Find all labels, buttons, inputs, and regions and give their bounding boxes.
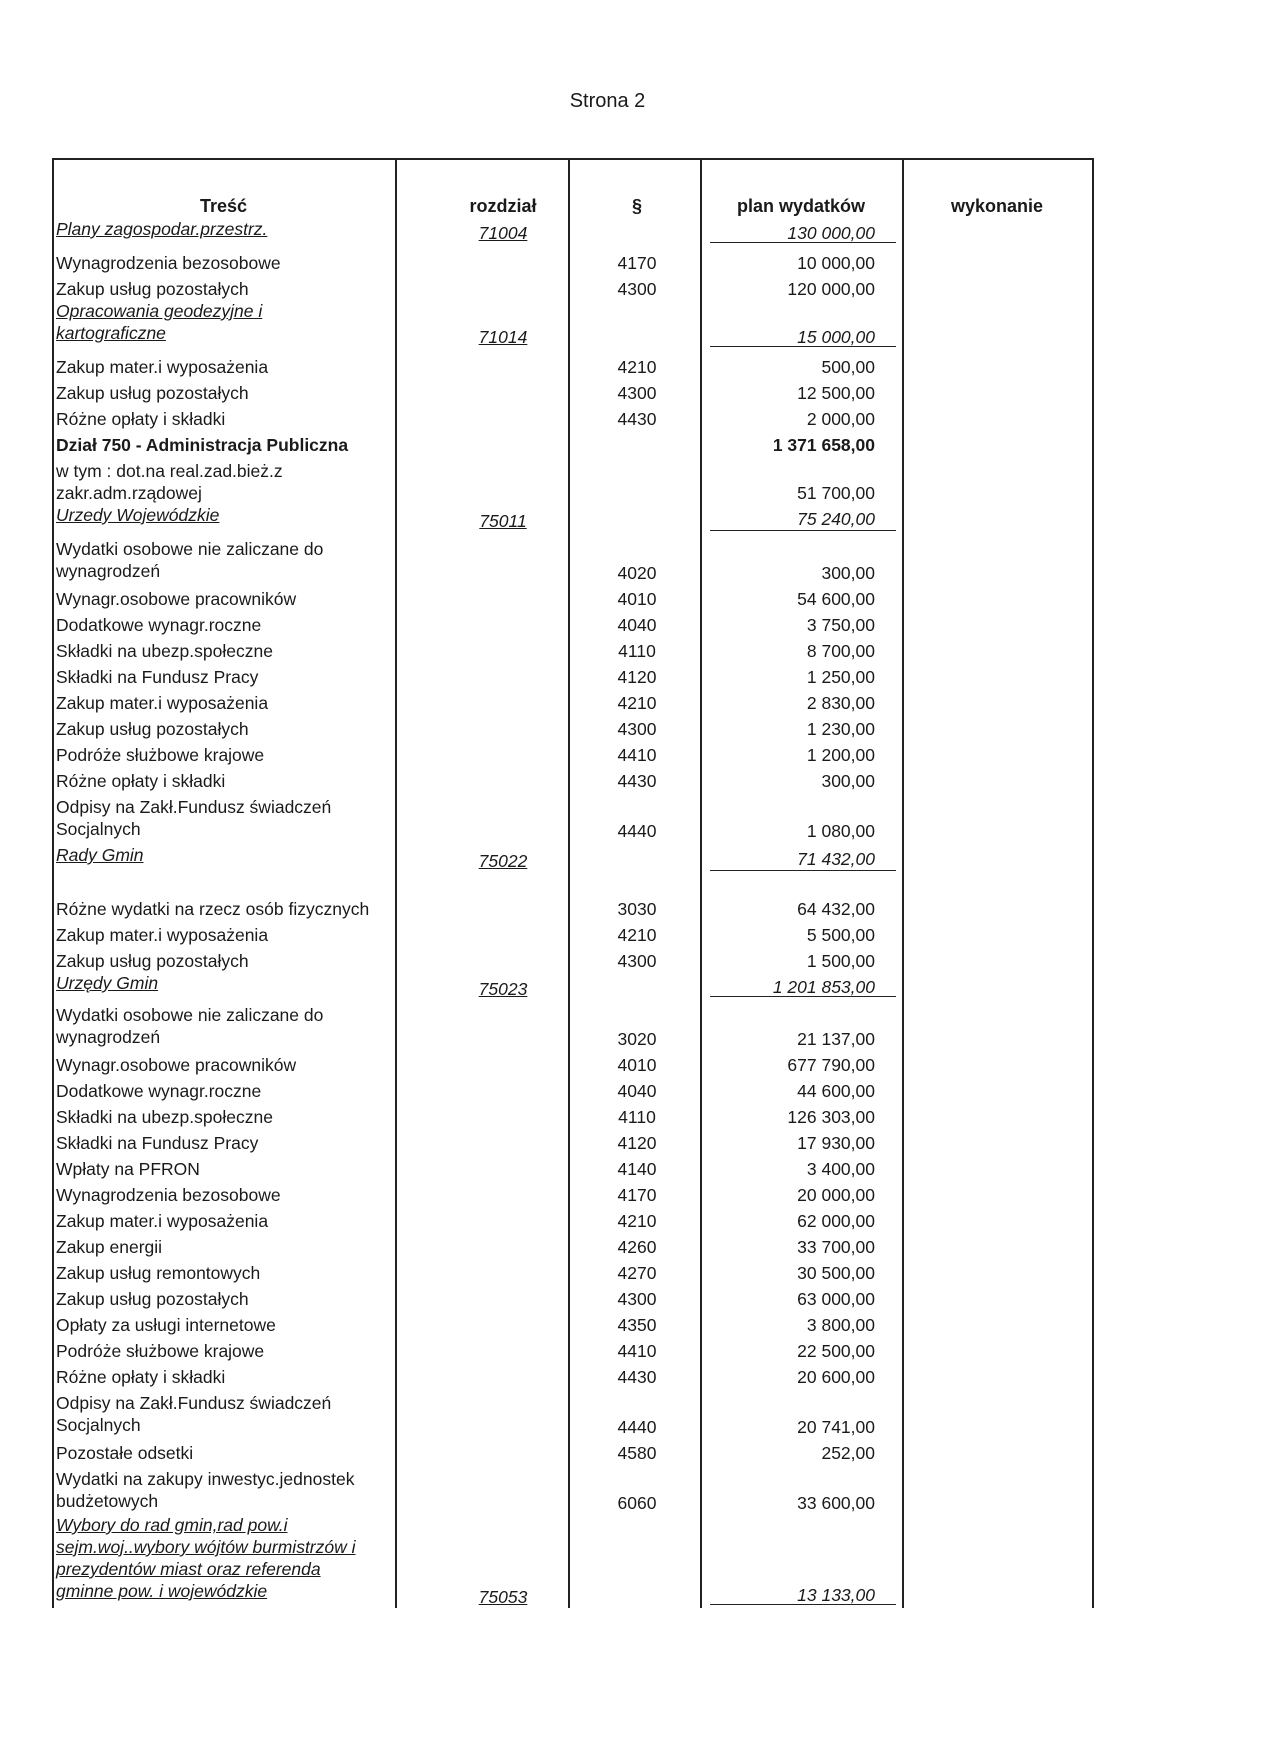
row-description: Wydatki osobowe nie zaliczane do	[56, 1005, 324, 1025]
row-description: Różne opłaty i składki	[56, 409, 226, 429]
paragraph-code: 4010	[617, 1055, 657, 1075]
header-rozdzial: rozdział	[469, 196, 537, 216]
paragraph-code: 4120	[617, 1133, 657, 1153]
paragraph-code: 4040	[617, 615, 657, 635]
section-title: Urzędy Gmin	[56, 973, 159, 993]
plan-amount: 2 000,00	[806, 409, 875, 429]
plan-amount: 44 600,00	[797, 1081, 875, 1101]
row-description: Zakup usług remontowych	[56, 1263, 261, 1283]
row-description: Zakup usług pozostałych	[56, 951, 249, 971]
page-title: Strona 2	[569, 90, 646, 112]
subtotal-underline	[710, 870, 896, 871]
plan-amount: 3 750,00	[806, 615, 875, 635]
row-description: Zakup energii	[56, 1237, 163, 1257]
plan-amount: 2 830,00	[806, 693, 875, 713]
paragraph-code: 4210	[617, 925, 657, 945]
plan-amount: 1 201 853,00	[772, 977, 875, 997]
plan-amount: 5 500,00	[806, 925, 875, 945]
section-title: Plany zagospodar.przestrz.	[56, 219, 268, 239]
paragraph-code: 4020	[617, 563, 657, 583]
row-description: Socjalnych	[56, 1415, 141, 1435]
subtotal-underline	[710, 346, 896, 347]
row-description: Składki na Fundusz Pracy	[56, 1133, 259, 1153]
paragraph-code: 4040	[617, 1081, 657, 1101]
paragraph-code: 4170	[617, 1185, 657, 1205]
paragraph-code: 6060	[617, 1493, 657, 1513]
plan-amount: 13 133,00	[797, 1585, 875, 1605]
plan-amount: 12 500,00	[797, 383, 875, 403]
paragraph-code: 4170	[617, 253, 657, 273]
plan-amount: 3 800,00	[806, 1315, 875, 1335]
header-plan: plan wydatków	[736, 196, 866, 216]
row-description: Zakup mater.i wyposażenia	[56, 925, 269, 945]
plan-amount: 1 371 658,00	[772, 435, 875, 455]
plan-amount: 63 000,00	[797, 1289, 875, 1309]
paragraph-code: 4410	[617, 745, 657, 765]
plan-amount: 54 600,00	[797, 589, 875, 609]
row-description: Zakup mater.i wyposażenia	[56, 357, 269, 377]
row-description: Składki na Fundusz Pracy	[56, 667, 259, 687]
rozdzial-code: 71004	[478, 223, 528, 243]
plan-amount: 64 432,00	[797, 899, 875, 919]
row-description: Wynagrodzenia bezosobowe	[56, 253, 281, 273]
plan-amount: 8 700,00	[806, 641, 875, 661]
plan-amount: 1 230,00	[806, 719, 875, 739]
paragraph-code: 4210	[617, 357, 657, 377]
row-description: Różne opłaty i składki	[56, 1367, 226, 1387]
paragraph-code: 4410	[617, 1341, 657, 1361]
subtotal-underline	[710, 996, 896, 997]
paragraph-code: 4580	[617, 1443, 657, 1463]
plan-amount: 20 000,00	[797, 1185, 875, 1205]
section-title: gminne pow. i wojewódzkie	[56, 1581, 268, 1601]
row-description: Wynagrodzenia bezosobowe	[56, 1185, 281, 1205]
plan-amount: 3 400,00	[806, 1159, 875, 1179]
row-description: Wpłaty na PFRON	[56, 1159, 200, 1179]
plan-amount: 120 000,00	[787, 279, 875, 299]
paragraph-code: 4430	[617, 409, 657, 429]
plan-amount: 677 790,00	[787, 1055, 875, 1075]
rozdzial-code: 75011	[479, 511, 527, 531]
section-title: Wybory do rad gmin,rad pow.i	[56, 1515, 288, 1535]
row-description: Wydatki na zakupy inwestyc.jednostek	[56, 1469, 355, 1489]
row-description: Zakup usług pozostałych	[56, 383, 249, 403]
rozdzial-code: 75023	[478, 979, 528, 999]
plan-amount: 22 500,00	[797, 1341, 875, 1361]
paragraph-code: 4300	[617, 383, 657, 403]
paragraph-code: 4430	[617, 771, 657, 791]
plan-amount: 500,00	[821, 357, 875, 377]
row-description: Dział 750 - Administracja Publiczna	[56, 435, 349, 455]
plan-amount: 130 000,00	[787, 223, 875, 243]
plan-amount: 30 500,00	[797, 1263, 875, 1283]
rozdzial-code: 71014	[478, 327, 528, 347]
section-title: Rady Gmin	[56, 845, 144, 865]
plan-amount: 1 500,00	[806, 951, 875, 971]
row-description: Zakup usług pozostałych	[56, 279, 249, 299]
section-title: kartograficzne	[56, 323, 166, 343]
row-description: Pozostałe odsetki	[56, 1443, 194, 1463]
paragraph-code: 4270	[617, 1263, 657, 1283]
row-description: Wydatki osobowe nie zaliczane do	[56, 539, 324, 559]
paragraph-code: 4110	[618, 641, 656, 661]
row-description: Zakup mater.i wyposażenia	[56, 693, 269, 713]
paragraph-code: 4210	[617, 1211, 657, 1231]
plan-amount: 21 137,00	[797, 1029, 875, 1049]
row-description: Wynagr.osobowe pracowników	[56, 589, 297, 609]
paragraph-code: 4110	[618, 1107, 656, 1127]
row-description: Różne opłaty i składki	[56, 771, 226, 791]
rozdzial-code: 75022	[478, 851, 528, 871]
row-description: budżetowych	[56, 1491, 159, 1511]
row-description: Odpisy na Zakł.Fundusz świadczeń	[56, 797, 332, 817]
plan-amount: 126 303,00	[787, 1107, 875, 1127]
plan-amount: 1 250,00	[806, 667, 875, 687]
plan-amount: 33 700,00	[797, 1237, 875, 1257]
section-title: prezydentów miast oraz referenda	[56, 1559, 321, 1579]
paragraph-code: 4210	[617, 693, 657, 713]
row-description: zakr.adm.rządowej	[56, 483, 202, 503]
paragraph-code: 4440	[617, 821, 657, 841]
row-description: Zakup mater.i wyposażenia	[56, 1211, 269, 1231]
plan-amount: 51 700,00	[797, 483, 875, 503]
row-description: Socjalnych	[56, 819, 141, 839]
paragraph-code: 4300	[617, 279, 657, 299]
row-description: wynagrodzeń	[56, 561, 161, 581]
header-tresc: Treść	[199, 196, 248, 216]
plan-amount: 300,00	[821, 563, 875, 583]
row-description: Wynagr.osobowe pracowników	[56, 1055, 297, 1075]
row-description: Składki na ubezp.społeczne	[56, 1107, 273, 1127]
plan-amount: 71 432,00	[797, 849, 875, 869]
plan-amount: 1 080,00	[806, 821, 875, 841]
row-description: Dodatkowe wynagr.roczne	[56, 615, 262, 635]
plan-amount: 20 741,00	[797, 1417, 875, 1437]
paragraph-code: 4350	[617, 1315, 657, 1335]
plan-amount: 1 200,00	[806, 745, 875, 765]
row-description: Podróże służbowe krajowe	[56, 745, 265, 765]
header-wykonanie: wykonanie	[950, 196, 1044, 216]
paragraph-code: 4140	[617, 1159, 657, 1179]
paragraph-code: 3030	[617, 899, 657, 919]
row-description: w tym : dot.na real.zad.bież.z	[56, 461, 283, 481]
row-description: Zakup usług pozostałych	[56, 719, 249, 739]
plan-amount: 252,00	[821, 1443, 875, 1463]
rozdzial-code: 75053	[478, 1587, 528, 1607]
row-description: Dodatkowe wynagr.roczne	[56, 1081, 262, 1101]
plan-amount: 10 000,00	[797, 253, 875, 273]
paragraph-code: 4300	[617, 719, 657, 739]
subtotal-underline	[710, 242, 896, 243]
section-title: sejm.woj..wybory wójtów burmistrzów i	[56, 1537, 356, 1557]
row-description: Składki na ubezp.społeczne	[56, 641, 273, 661]
row-description: Opłaty za usługi internetowe	[56, 1315, 276, 1335]
paragraph-code: 4300	[617, 1289, 657, 1309]
plan-amount: 17 930,00	[797, 1133, 875, 1153]
plan-amount: 62 000,00	[797, 1211, 875, 1231]
subtotal-underline	[710, 1604, 896, 1605]
row-description: Odpisy na Zakł.Fundusz świadczeń	[56, 1393, 332, 1413]
row-description: Zakup usług pozostałych	[56, 1289, 249, 1309]
row-description: wynagrodzeń	[56, 1027, 161, 1047]
plan-amount: 15 000,00	[797, 327, 875, 347]
row-description: Podróże służbowe krajowe	[56, 1341, 265, 1361]
paragraph-code: 4440	[617, 1417, 657, 1437]
paragraph-code: 4120	[617, 667, 657, 687]
plan-amount: 20 600,00	[797, 1367, 875, 1387]
paragraph-code: 4430	[617, 1367, 657, 1387]
section-title: Urzedy Wojewódzkie	[56, 505, 220, 525]
paragraph-code: 4260	[617, 1237, 657, 1257]
header-paragraf: §	[631, 196, 642, 216]
plan-amount: 300,00	[821, 771, 875, 791]
paragraph-code: 4300	[617, 951, 657, 971]
row-description: Różne wydatki na rzecz osób fizycznych	[56, 899, 370, 919]
paragraph-code: 3020	[617, 1029, 657, 1049]
plan-amount: 33 600,00	[797, 1493, 875, 1513]
section-title: Opracowania geodezyjne i	[56, 301, 263, 321]
paragraph-code: 4010	[617, 589, 657, 609]
subtotal-underline	[710, 530, 896, 531]
plan-amount: 75 240,00	[797, 509, 875, 529]
